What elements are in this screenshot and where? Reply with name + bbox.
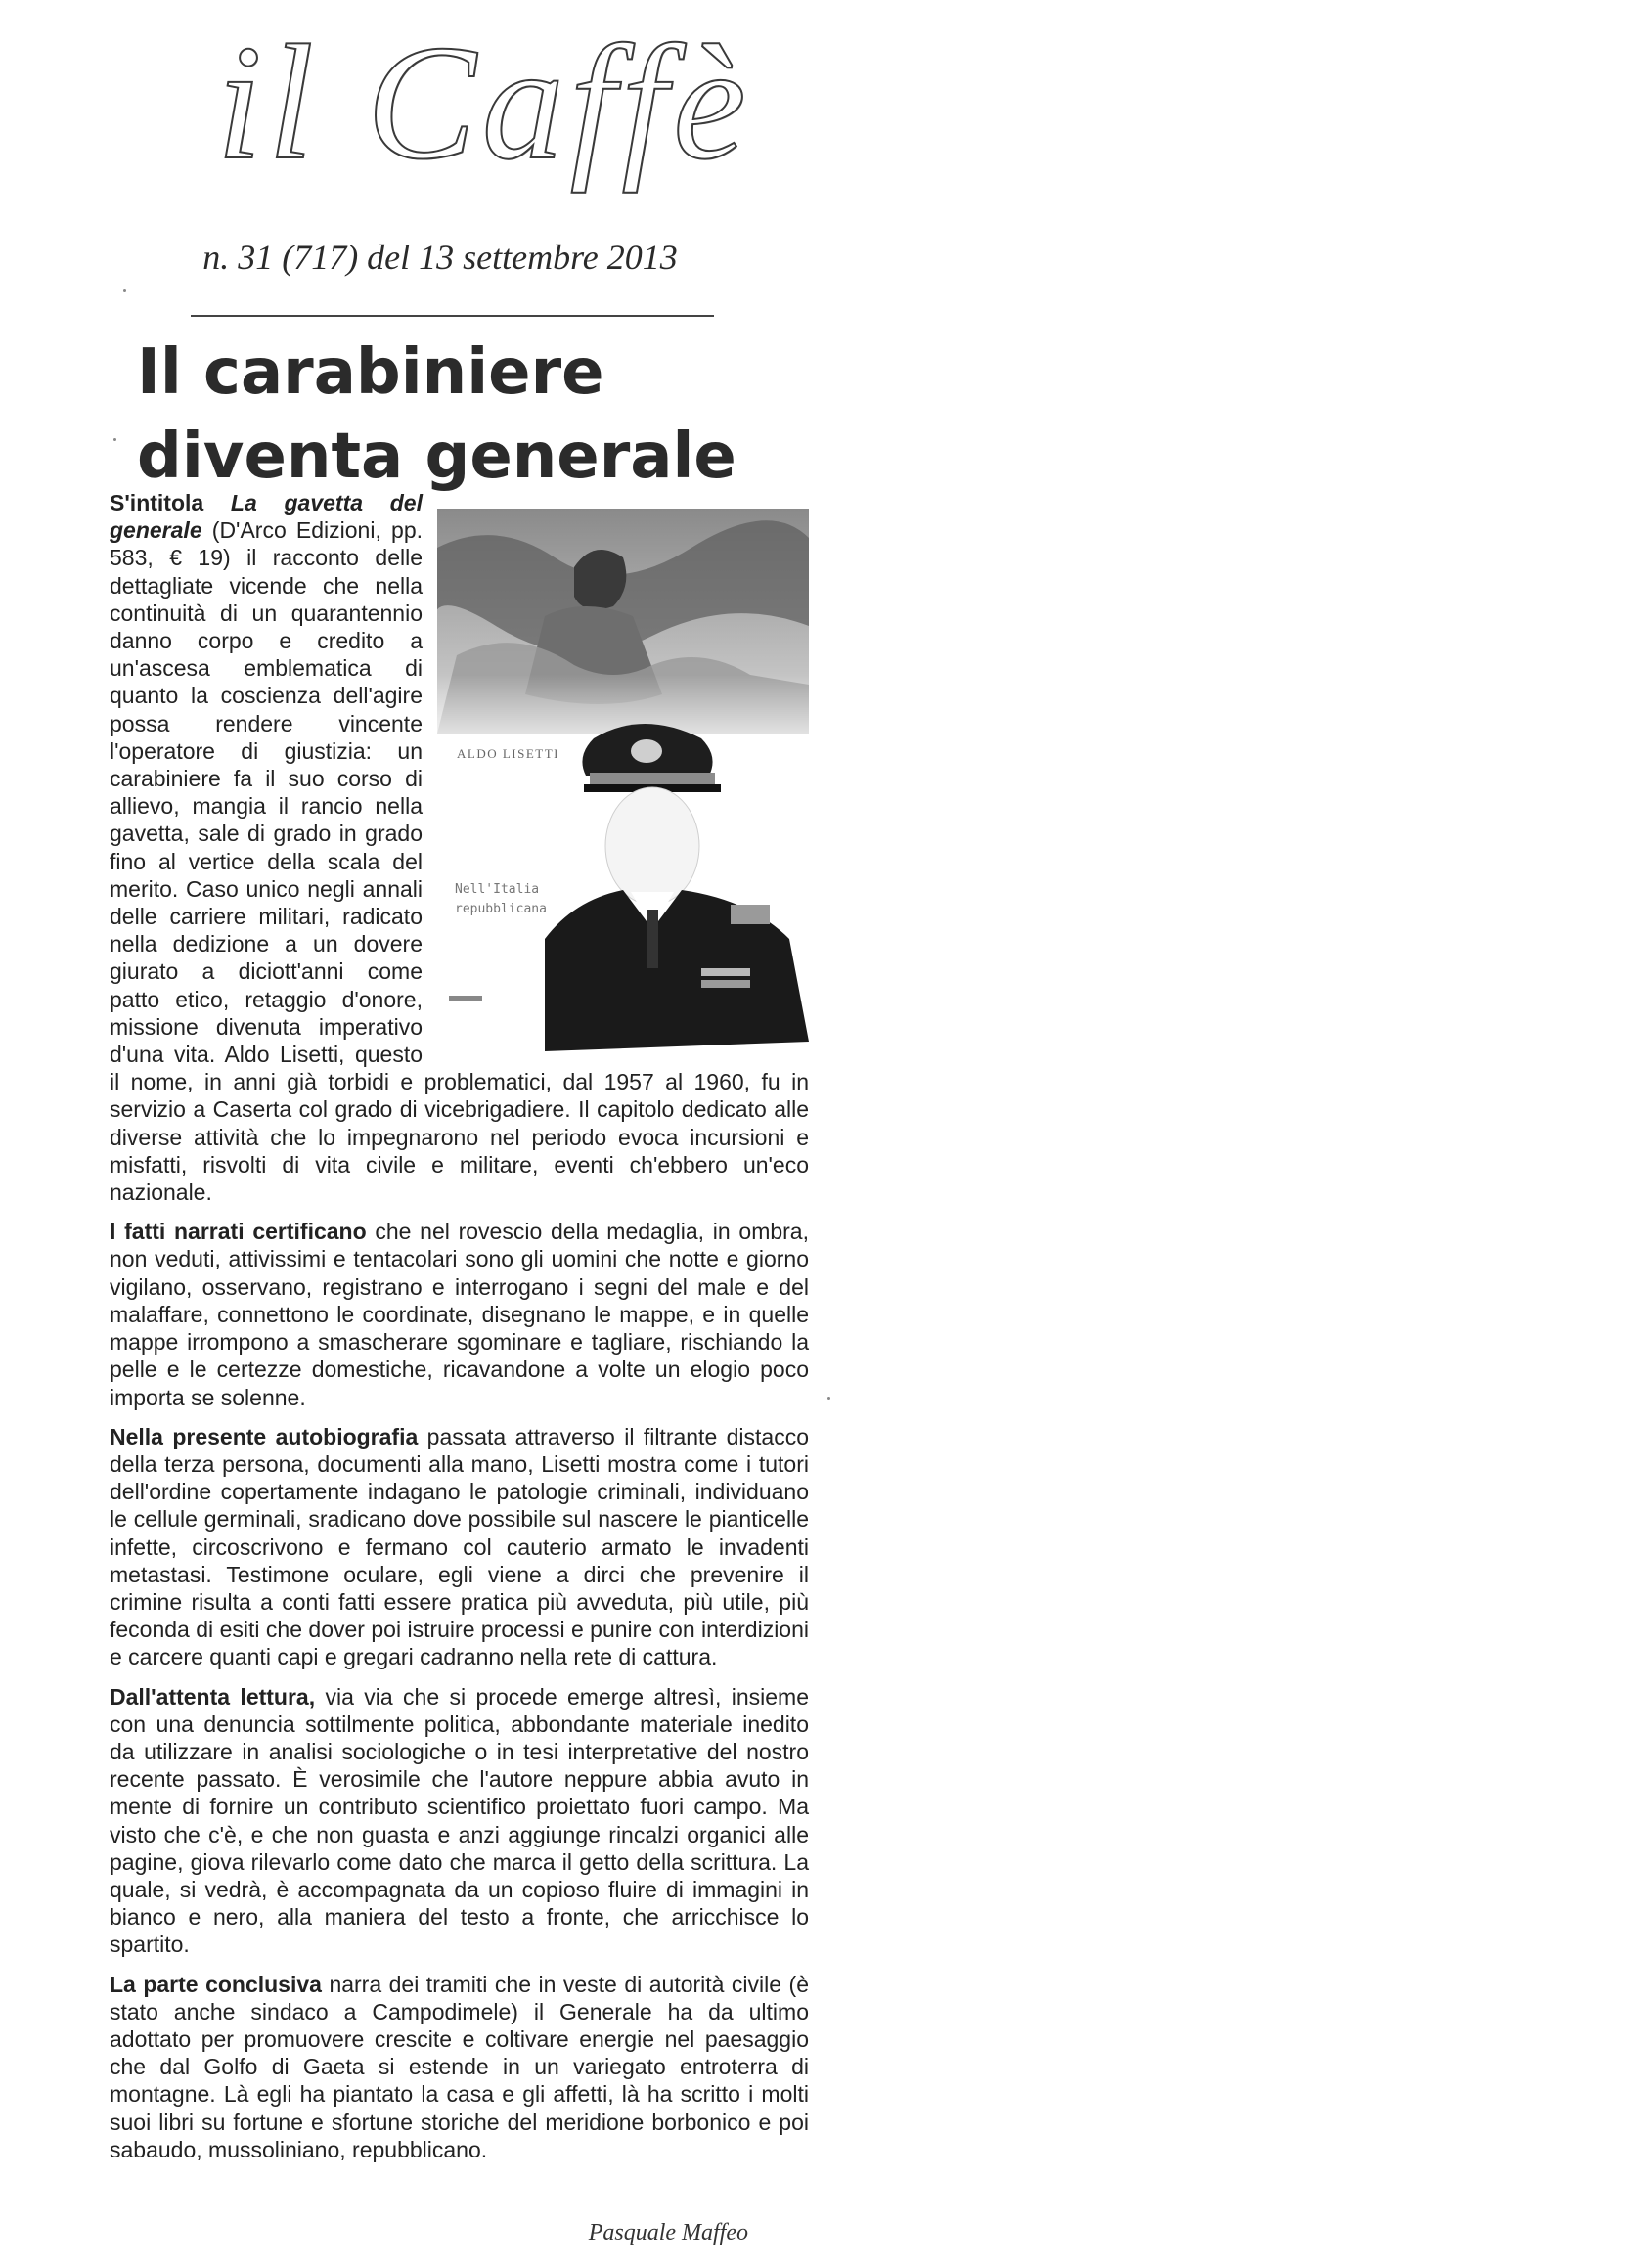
cover-subtitle-line-1: Nell'Italia	[455, 882, 540, 897]
header-rule	[191, 315, 714, 317]
paragraph-4-lead: Dall'attenta lettura,	[110, 1683, 316, 1710]
headline-line-1: Il carabiniere	[137, 336, 604, 409]
paragraph-1-lead: S'intitola	[110, 490, 231, 515]
scan-speck	[123, 289, 126, 292]
scan-speck	[113, 438, 116, 441]
paragraph-2	[110, 1218, 809, 1410]
paragraph-2-lead: I fatti narrati certificano	[110, 1219, 367, 1245]
headline-line-2: diventa generale	[137, 421, 736, 493]
article-headline	[137, 331, 841, 499]
issue-dateline: n. 31 (717) del 13 settembre 2013	[202, 238, 678, 277]
paragraph-5-text: narra dei tramiti che in veste di autorità civile (è stato anche sindaco a Campodimele) il Generale ha da ultimo adottato per promuovere crescite e coltivare energie nel paesaggio che dal Golfo di Gaeta si estende in un variegato entroterra di montagne. Là egli ha piantato la casa e gli affetti, là ha scritto i molti suoi libri su fortune e sfortune storiche del meridione borbonico e poi sabaudo, mussoliniano, repubblicano.	[110, 1971, 809, 2162]
book-cover-image	[437, 509, 809, 1051]
book-cover-photo	[437, 509, 809, 1051]
paragraph-5	[110, 1971, 809, 2163]
book-title: La gavetta del generale	[110, 490, 423, 544]
paragraph-5-lead: La parte conclusiva	[110, 1971, 322, 1997]
article-body	[110, 489, 809, 2175]
cover-subtitle-line-2: repubblicana	[455, 902, 547, 916]
cover-author-name: ALDO LISETTI	[457, 746, 560, 761]
paragraph-1-text: (D'Arco Edizioni, pp. 583, € 19) il racconto delle dettagliate vicende che nella continuità di un quarantennio danno corpo e credito a un'ascesa emblematica di quanto la coscienza dell'agire possa rendere vincente l'operatore di giustizia: un carabiniere fa il suo corso di allievo, mangia il rancio nella gavetta, sale di grado in grado fino al vertice della scala del merito. Caso unico negli annali delle carriere militari, radicato nella dedizione a un dovere giurato a diciott'anni come patto etico, retaggio d'onore, missione divenuta imperativo d'una vita. Aldo Lisetti, questo il nome, in anni già torbidi e problematici, dal 1957 al 1960, fu in servizio a Caserta col grado di vicebrigadiere. Il capitolo dedicato alle diverse attività che lo impegnarono nel periodo evoca incursioni e misfatti, risvolti di vita civile e militare, eventi ch'ebbero un'eco nazionale.	[110, 517, 809, 1206]
paragraph-3-lead: Nella presente autobiografia	[110, 1423, 419, 1449]
paragraph-4-text: via via che si procede emerge altresì, insieme con una denuncia sottilmente politica, abbondante materiale inedito da utilizzare in analisi sociologiche o in tesi interpretative del nostro recente passato. È verosimile che l'autore neppure abbia avuto in mente di fornire un contributo scientifico proiettato fuori campo. Ma visto che c'è, e che non guasta e anzi aggiunge rincalzi organici alle pagine, giova rilevarlo come dato che marca il getto della scrittura. La quale, si vedrà, è accompagnata da un copioso fluire di immagini in bianco e nero, alla maniera del testo a fronte, che arricchisce lo spartito.	[110, 1683, 810, 1958]
paragraph-3	[110, 1423, 809, 1671]
scan-speck	[827, 1397, 830, 1400]
officer-portrait	[545, 724, 809, 1051]
paragraph-2-text: che nel rovescio della medaglia, in ombra, non veduti, attivissimi e tentacolari sono gli uomini che notte e giorno vigilano, osservano, registrano e interrogano i segni del male e del malaffare, connettono le coordinate, disegnano le mappe, e in quelle mappe irrompono a smascherare sgominare e tagliare, rischiando la pelle e le certezze domestiche, ricavandone a volte un elogio poco importa se solenne.	[110, 1219, 809, 1410]
paragraph-4	[110, 1683, 809, 1959]
publisher-logo-icon	[449, 996, 482, 1001]
paragraph-3-text: passata attraverso il filtrante distacco della terza persona, documenti alla mano, Lisetti mostra come i tutori dell'ordine copertamente indagano le patologie criminali, individuano le cellule germinali, sradicano dove possibile sul nascere le pianticelle infette, circoscrivono e fermano col cauterio armato le invadenti metastasi. Testimone oculare, egli viene a dirci che prevenire il crimine risulta a conti fatti essere pratica più avveduta, più utile, più feconda di esiti che dover poi istruire processi e punire con interdizioni e carcere quanti capi e gregari cadranno nella rete di cattura.	[110, 1423, 809, 1670]
newspaper-masthead: il Caffè	[216, 12, 752, 194]
article-byline: Pasquale Maffeo	[588, 2220, 748, 2246]
